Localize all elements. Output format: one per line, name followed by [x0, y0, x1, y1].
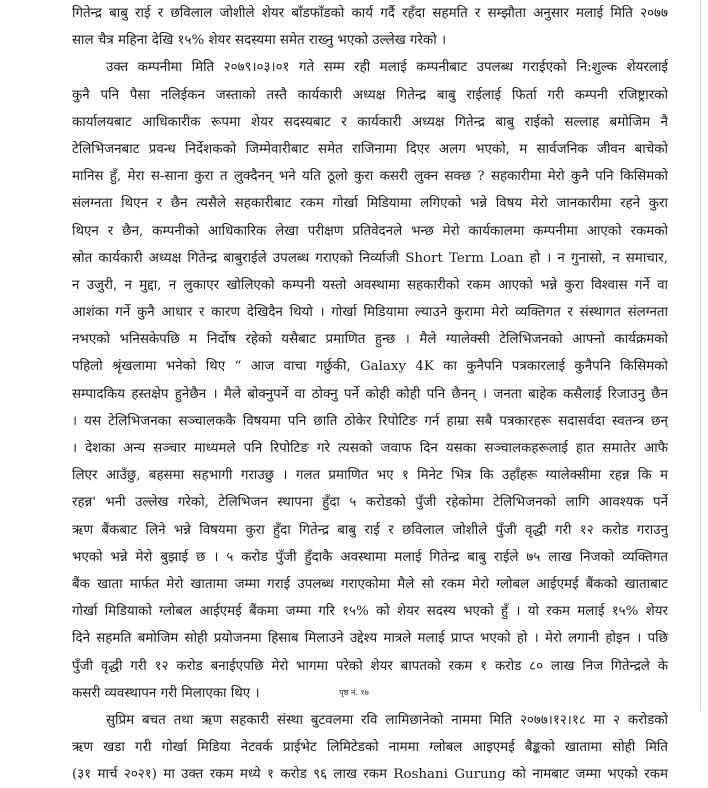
page-edge-divider: [700, 0, 701, 710]
text-line: ऋण खडा गरी गोर्खा मिडिया नेटवर्क प्राईभेट लिमिटेडको नाममा ग्लोबल आइएमई बैङ्कको खातामा सोही मिति: [72, 740, 668, 756]
paragraph: [72, 54, 668, 707]
text-line: रहन्न' भनी उल्लेख गरेको, टेलिभिजन स्थापना हुँदा ५ करोडको पुँजी रहेकोमा टेलिभिजनको लागि आवश्यक पर्ने: [72, 495, 668, 511]
text-line: कसरी व्यवस्थापन गरी मिलाएका थिए ।: [72, 685, 260, 701]
text-line: दिने सहमति बमोजिम सोही प्रयोजनमा हिसाब मिलाउने उद्देश्य मात्रले मलाई प्राप्त भएको हो । मेरो लगानी होइन । पछि: [72, 631, 668, 647]
text-line: । देशका अन्य सञ्चार माध्यमले पनि रिपोटिङ गरे त्यसको जवाफ दिन यसका सञ्चालकहरूलाई हात समातेर आफै: [72, 441, 668, 456]
document-body: [72, 0, 668, 788]
text-line: मानिस हुँ, मेरा स-साना कुरा त लुक्दैनन् भने यति ठूलो कुरा कसरी लुक्न सक्छ ? सहकारीमा मेरो कुनै पनि किसिमको: [72, 169, 668, 185]
text-line: गोर्खा मिडियाको ग्लोबल आईएमई बैंकमा जम्मा गरि १५% को शेयर सदस्य भएको हुँ । यो रकम मलाई १५% शेयर: [72, 604, 668, 620]
text-line: साल चैत्र महिना देखि १५% शेयर सदस्यमा समेत राख्नु भएको उल्लेख गरेको ।: [72, 33, 447, 49]
text-line: टेलिभिजनबाट प्रवन्ध निर्देशकको जिम्मेवारीबाट समेत राजिनामा दिएर अलग भएको, म सार्वजनिक जीवन बाचेको: [72, 141, 668, 157]
paragraph: [72, 0, 668, 54]
text-line: पहिलो श्रृंखलामा भनेको थिए “ आज वाचा गर्छुकी, Galaxy 4K का कुनैपनि पत्रकारलाई कुनैपनि किसिमको: [72, 359, 668, 375]
text-line: कार्यालयबाट आधिकारीक रूपमा शेयर सदस्यबाट र कार्यकारी अध्यक्ष गितेन्द्र बाबु राईको सल्लाह बमोजिम नै: [72, 114, 668, 130]
text-line: कुनै पनि पैसा नलिईकन जस्ताको तस्तै कार्यकारी अध्यक्ष गितेन्द्र बाबु राईलाई फिर्ता गरी कम्पनी रजिष्ट्रारको: [72, 87, 668, 103]
text-line: लिएर आउँछु, बहसमा सहभागी गराउछु । गलत प्रमाणित भए १ मिनेट भित्र कि उहाँहरू ग्यालेक्सीमा रहन्न कि म: [72, 468, 668, 484]
text-line: बैंक खाता मार्फत मेरो खातामा जम्मा गराई उपलब्ध गराएकोमा मैले सो रकम मेरो ग्लोबल आईएमई बैंकको खाताबाट: [72, 576, 668, 592]
text-line: पुँजी वृद्धी गरी १२ करोड बनाईएपछि मेरो भागमा परेको शेयर बापतको रकम १ करोड ८० लाख निज गितेन्द्रले के: [72, 658, 668, 674]
text-line: थिएन र छैन, कम्पनीको आधिकारिक लेखा परीक्षण प्रतिवेदनले भन्छ मेरो कार्यकालमा कम्पनीमा आएको रकमको: [72, 223, 668, 239]
text-line: सम्पादकिय हस्तक्षेप हुनेछैन । मैले बोक्नुपर्ने वा ठोक्नु पर्ने कोही कोही पनि छैनन् । जनता बाहेक कसैलाई रिजाउनु छैन: [72, 386, 668, 402]
text-line: आशंका गर्ने कुनै आधार र कारण देखिदैन थियो । गोर्खा मिडियामा ल्याउने कुरामा मेरो व्यक्तिगत र संस्थागत संलग्नता: [72, 305, 668, 321]
page-number: पृष्ठ नं. १७: [339, 688, 369, 697]
text-line: गितेन्द्र बाबु राई र छविलाल जोशीले शेयर बाँडफाँडको कार्य गर्दै रहँदा सहमति र सम्झौता अनुसार मलाई मिति २०७७: [72, 6, 668, 21]
text-line: न उजुरी, न मुद्दा, न लुकाएर खोलिएको कम्पनी यस्तो अवस्थामा सहकारीको रकम आएको भन्ने कुरा विश्वास गर्ने वा: [72, 277, 668, 293]
text-line: सुप्रिम बचत तथा ऋण सहकारी संस्था बुटवलमा रवि लामिछानेको नाममा मिति २०७७।१२।१८ मा २ करोडको: [106, 712, 668, 728]
text-line: (३१ मार्च २०२१) मा उक्त रकम मध्ये १ करोड ९६ लाख रकम Roshani Gurung को नामबाट जम्मा भएको रकम: [72, 767, 668, 783]
text-line: भएको भन्ने मेरो बुझाई छ । ५ करोड पुँजी हुँदाकै अवस्थामा मलाई गितेन्द्र बाबु राईले ७५ लाख निजको व्यक्तिगत: [72, 549, 668, 565]
text-line: नभएको भनिसकेपछि म निर्दोष रहेको यसैबाट प्रमाणित हुन्छ । मैले ग्यालेक्सी टेलिभिजनको आफ्नो कार्यक्रमको: [72, 332, 668, 348]
text-line: । यस टेलिभिजनका सञ्चालककै विषयमा पनि छाति ठोकेर रिपोटिङ गर्न हाम्रा सबै पत्रकारहरू सदासर्वदा स्वतन्त्र छन्: [72, 413, 668, 429]
text-line: स्रोत कार्यकारी अध्यक्ष गितेन्द्र बाबुराईले उपलब्ध गराएको निर्व्याजी Short Term Loan हो । न गुनासो, न समाचार,: [72, 250, 668, 266]
text-line: ऋण बैंकबाट लिने भन्ने विषयमा कुरा हुँदा गितेन्द्र बाबु राई र छविलाल जोशीले पुँजी वृद्धी गरी १२ करोड गराउनु: [72, 522, 668, 538]
text-line: उक्त कम्पनीमा मिति २०७९।०३।०१ गते सम्म रही मलाई कम्पनीबाट उपलब्ध गराईएको नि:शुल्क शेयरलाई: [106, 60, 668, 76]
paragraph: [72, 707, 668, 788]
text-line: संलग्नता थिएन र छैन त्यसैले सहकारीबाट रकम गोर्खा मिडियामा लगिएको भन्ने विषय मेरो जानकारीमा रहने कुरा: [72, 196, 668, 212]
